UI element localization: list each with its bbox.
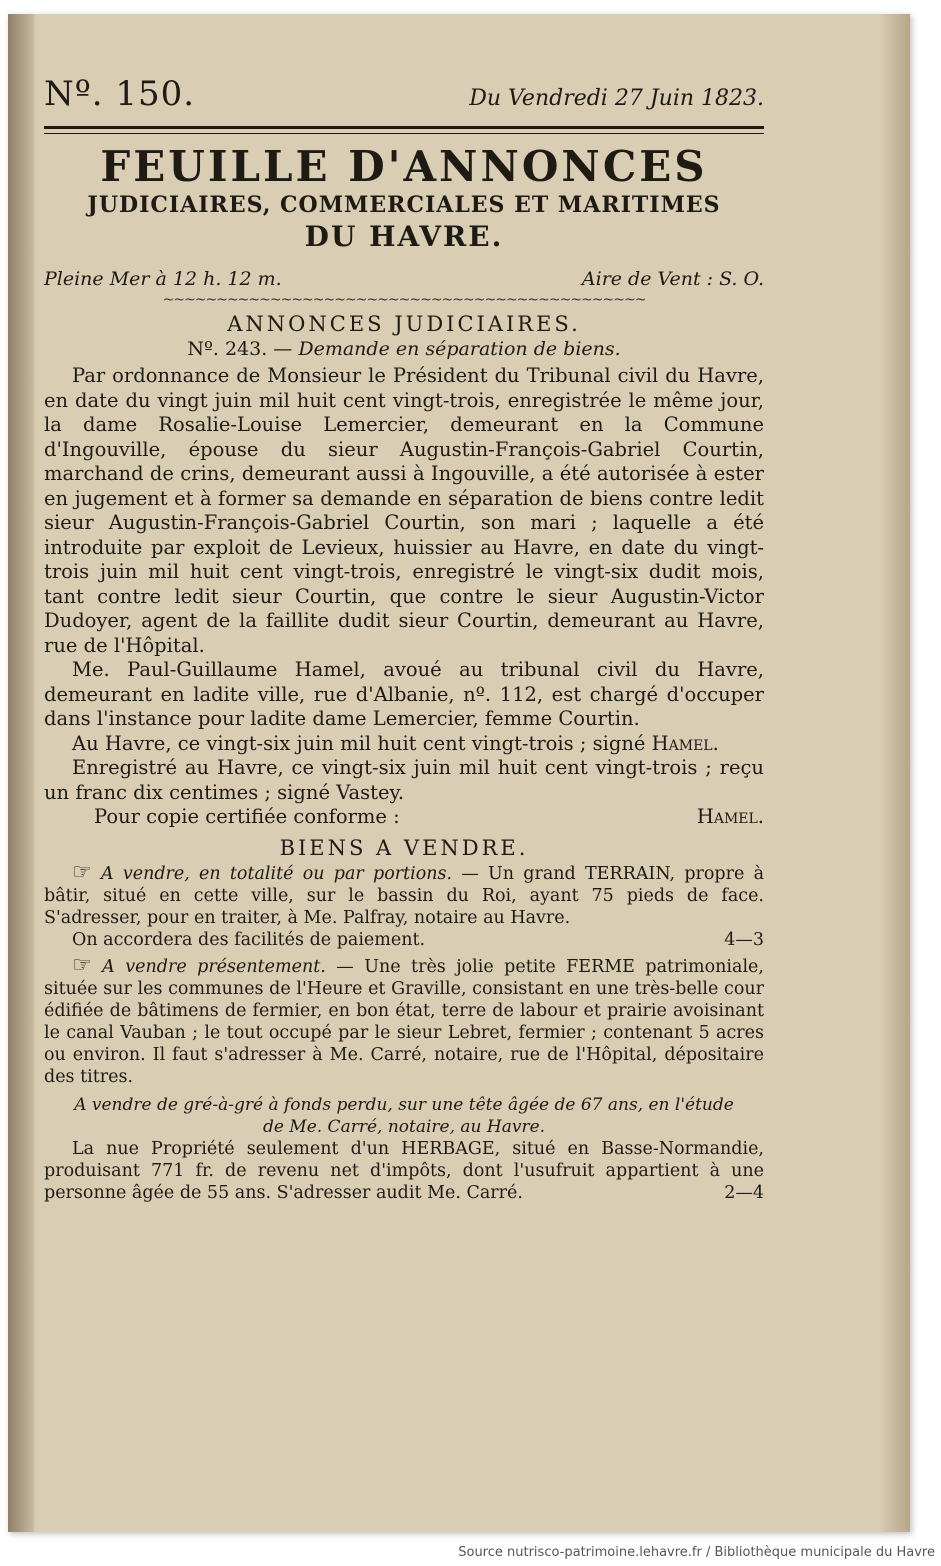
sale-ad-1-text: Un grand TERRAIN, propre à bâtir, situé en cette ville, sur le bassin du Roi, ayant 75 pieds de face. S'adresser, pour en traiter, à Me. Palfray, notaire au Havre. bbox=[44, 863, 764, 928]
sale-ad-2-tag: A vendre présentement. — bbox=[102, 956, 354, 977]
sale-ad-3-header-1: A vendre de gré-à-gré à fonds perdu, sur une tête âgée de 67 ans, en l'étude bbox=[74, 1094, 734, 1115]
pointing-hand-icon: ☞ bbox=[72, 952, 92, 978]
issue-date: Du Vendredi 27 Juin 1823. bbox=[469, 86, 764, 111]
high-tide: Pleine Mer à 12 h. 12 m. bbox=[44, 268, 282, 290]
newspaper-page bbox=[8, 14, 910, 1532]
sale-ad-1-note-text: On accordera des facilités de paiement. bbox=[72, 929, 426, 950]
sale-ad-1 bbox=[44, 859, 764, 929]
certified-copy-line bbox=[44, 805, 764, 830]
sale-ad-2-text: Une très jolie petite FERME patrimoniale, située sur les communes de l'Heure et Graville, consistant en une très-belle cour édifiée de bâtimens de fermier, en bon état, terre de labour et prairie avoisinant le canal Vauban ; le tout occupé par le sieur Lebret, fermier ; contenant 5 acres ou environ. Il faut s'adresser à Me. Carré, notaire, rue de l'Hôpital, dépositaire des titres. bbox=[44, 956, 764, 1087]
tide-line bbox=[44, 268, 764, 290]
sales-heading: BIENS A VENDRE. bbox=[279, 835, 529, 860]
ornament-divider: ~~~~~~~~~~~~~~~~~~~~~~~~~~~~~~~~~~~~~~~~~~~~~ bbox=[162, 292, 646, 308]
certified-copy-text: Pour copie certifiée conforme : bbox=[94, 805, 400, 828]
sale-ad-2 bbox=[44, 952, 764, 1088]
wind-direction: Aire de Vent : S. O. bbox=[581, 268, 764, 290]
sale-ad-3-ref: 2—4 bbox=[724, 1182, 764, 1203]
page-right-edge bbox=[880, 14, 910, 1532]
page-content bbox=[44, 74, 764, 1204]
judicial-p3-signature: Hamel. bbox=[651, 731, 719, 755]
sale-ad-3 bbox=[44, 1138, 764, 1204]
issue-number: Nº. 150. bbox=[44, 74, 196, 114]
source-credit: Source nutrisco-patrimoine.lehavre.fr / Bibliothèque municipale du Havre bbox=[458, 1545, 935, 1560]
masthead-rule bbox=[44, 126, 764, 129]
judicial-paragraph-1: Par ordonnance de Monsieur le Président du Tribunal civil du Havre, en date du vingt juin mil huit cent vingt-trois, enregistrée le même jour, la dame Rosalie-Louise Lemercier, demeurant en la Commune d'Ingouville, épouse du sieur Augustin-François-Gabriel Courtin, marchand de crins, demeurant aussi à Ingouville, a été autorisée à ester en jugement et à former sa demande en séparation de biens contre ledit sieur Augustin-François-Gabriel Courtin, son mari ; laquelle a été introduite par exploit de Levieux, huissier au Havre, en date du vingt-trois juin mil huit cent vingt-trois, enregistré le vingt-six dudit mois, tant contre ledit sieur Courtin, que contre le sieur Augustin-Victor Dudoyer, agent de la faillite dudit sieur Courtin, demeurant au Havre, rue de l'Hôpital. bbox=[44, 364, 764, 657]
page-binding-edge bbox=[8, 14, 34, 1532]
masthead bbox=[44, 74, 764, 120]
pointing-hand-icon: ☞ bbox=[72, 859, 92, 885]
judicial-heading: ANNONCES JUDICIAIRES. bbox=[227, 312, 581, 336]
masthead-rule-thin bbox=[44, 133, 764, 134]
sale-ad-3-header-2: de Me. Carré, notaire, au Havre. bbox=[262, 1116, 546, 1137]
sale-ad-1-tag: A vendre, en totalité ou par portions. — bbox=[100, 863, 479, 884]
judicial-p3-text: Au Havre, ce vingt-six juin mil huit cent vingt-trois ; signé bbox=[72, 731, 646, 755]
sale-ad-3-text: La nue Propriété seulement d'un HERBAGE, situé en Basse-Normandie, produisant 771 fr. de revenu net d'impôts, dont l'usufruit appartient à une personne âgée de 55 ans. S'adresser audit Me. Carré. bbox=[44, 1138, 764, 1203]
certified-copy-signature: Hamel. bbox=[696, 805, 764, 828]
judicial-paragraph-4: Enregistré au Havre, ce vingt-six juin mil huit cent vingt-trois ; reçu un franc dix centimes ; signé Vastey. bbox=[44, 756, 764, 804]
title-line-1: FEUILLE D'ANNONCES bbox=[100, 142, 708, 191]
sale-ad-1-ref: 4—3 bbox=[724, 929, 764, 950]
judicial-paragraph-3 bbox=[44, 732, 764, 757]
sale-ad-1-note bbox=[44, 929, 764, 951]
item-subject: Demande en séparation de biens. bbox=[298, 338, 621, 360]
item-number: Nº. 243. — bbox=[187, 338, 293, 360]
judicial-paragraph-2: Me. Paul-Guillaume Hamel, avoué au tribunal civil du Havre, demeurant en ladite ville, rue d'Albanie, nº. 112, est chargé d'occuper dans l'instance pour ladite dame Lemercier, femme Courtin. bbox=[44, 658, 764, 730]
title-line-3: DU HAVRE. bbox=[304, 220, 504, 253]
title-line-2: JUDICIAIRES, COMMERCIALES ET MARITIMES bbox=[87, 192, 721, 218]
judicial-item-title bbox=[44, 338, 764, 360]
